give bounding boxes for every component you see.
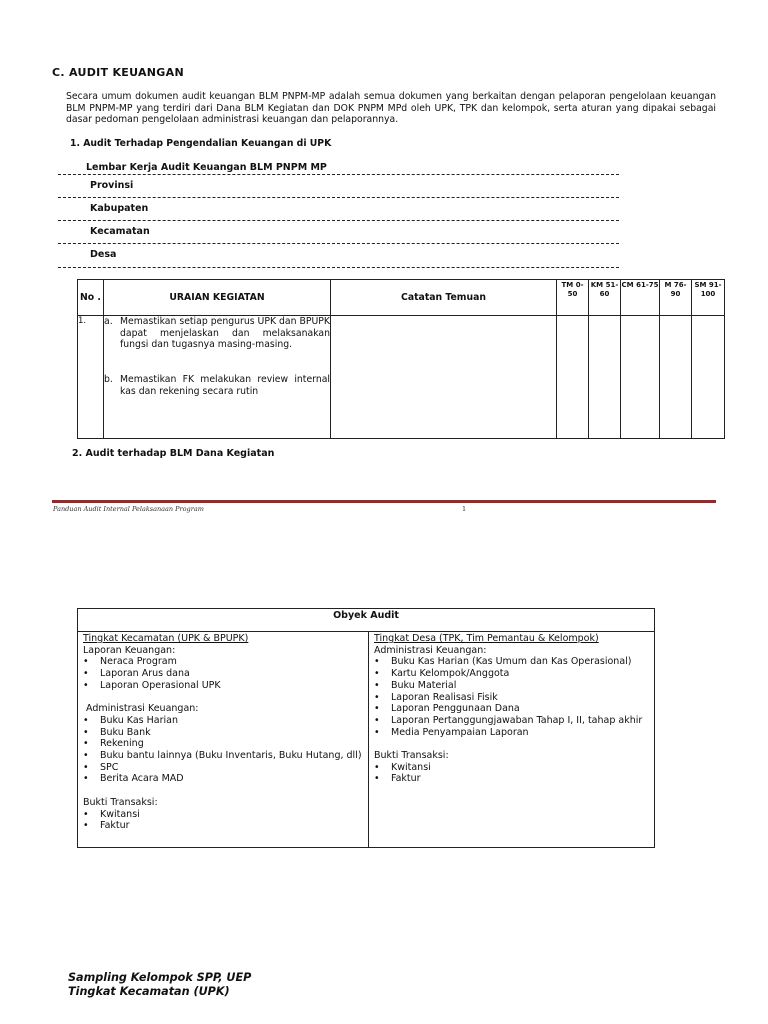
list-item: • Laporan Penggunaan Dana	[374, 703, 520, 715]
score-cell-sm[interactable]	[692, 316, 725, 439]
header-score-km: KM 51-60	[589, 280, 621, 316]
group-label: Bukti Transaksi:	[83, 796, 158, 808]
list-item: • SPC	[83, 761, 119, 773]
list-item: • Buku Material	[374, 679, 457, 691]
obyek-right-column	[369, 632, 655, 848]
subsection-2-heading: 2. Audit terhadap BLM Dana Kegiatan	[72, 448, 275, 459]
section-title: C. AUDIT KEUANGAN	[52, 66, 184, 79]
dashed-divider	[58, 220, 619, 221]
list-item: • Kartu Kelompok/Anggota	[374, 668, 510, 680]
score-cell-cm[interactable]	[621, 316, 660, 439]
catatan-cell[interactable]	[331, 316, 557, 439]
sampling-heading	[68, 971, 251, 998]
bullet-list	[374, 656, 650, 738]
bullet-list	[83, 809, 364, 832]
score-cell-tm[interactable]	[557, 316, 589, 439]
dashed-divider	[58, 197, 619, 198]
list-item: • Laporan Realisasi Fisik	[374, 691, 498, 703]
score-cell-km[interactable]	[589, 316, 621, 439]
field-desa: Desa	[90, 249, 117, 260]
list-item: • Kwitansi	[374, 761, 431, 773]
group-label: Administrasi Keuangan:	[374, 644, 487, 656]
field-provinsi: Provinsi	[90, 180, 134, 191]
list-item: • Media Penyampaian Laporan	[374, 726, 529, 738]
bullet-list	[374, 762, 650, 785]
audit-table-header	[78, 280, 725, 316]
list-item: • Laporan Operasional UPK	[83, 679, 221, 691]
bullet-list	[83, 656, 364, 691]
list-item: • Buku Kas Harian	[83, 714, 178, 726]
group-label: Administrasi Keuangan:	[83, 703, 199, 715]
list-item: • Faktur	[83, 820, 130, 832]
list-item: • Buku bantu lainnya (Buku Inventaris, Buku Hutang, dll)	[83, 750, 362, 762]
sampling-line-1: Sampling Kelompok SPP, UEP	[68, 971, 252, 984]
right-column-heading: Tingkat Desa (TPK, Tim Pemantau & Kelompok)	[374, 633, 599, 644]
page-number: 1	[462, 505, 467, 513]
header-catatan: Catatan Temuan	[331, 280, 557, 316]
uraian-item-b	[104, 374, 330, 397]
field-kecamatan: Kecamatan	[90, 226, 150, 237]
header-score-sm: SM 91-100	[692, 280, 725, 316]
list-item: • Kwitansi	[83, 808, 140, 820]
item-text: Memastikan setiap pengurus UPK dan BPUPK dapat menjelaskan dan melaksanakan fungsi dan tugasnya masing-masing.	[120, 316, 330, 351]
list-item: • Buku Kas Harian (Kas Umum dan Kas Operasional)	[374, 656, 632, 668]
score-cell-m[interactable]	[660, 316, 692, 439]
header-uraian: URAIAN KEGIATAN	[104, 280, 331, 316]
dashed-divider	[58, 174, 619, 175]
dashed-divider	[58, 267, 619, 268]
header-score-cm: CM 61-75	[621, 280, 660, 316]
audit-table	[77, 279, 725, 439]
item-letter: a.	[104, 316, 113, 327]
uraian-item-a	[104, 316, 330, 351]
subsection-1-heading: 1. Audit Terhadap Pengendalian Keuangan di UPK	[70, 138, 332, 149]
list-item: • Berita Acara MAD	[83, 773, 184, 785]
uraian-cell	[104, 316, 331, 439]
list-item: • Faktur	[374, 773, 421, 785]
list-item: • Laporan Arus dana	[83, 668, 190, 680]
list-item: • Rekening	[83, 738, 144, 750]
field-kabupaten: Kabupaten	[90, 203, 149, 214]
group-label: Laporan Keuangan:	[83, 644, 176, 656]
header-no: No .	[78, 280, 104, 316]
item-text: Memastikan FK melakukan review internal kas dan rekening secara rutin	[120, 374, 330, 397]
bullet-list	[83, 715, 364, 785]
worksheet-title: Lembar Kerja Audit Keuangan BLM PNPM MP	[86, 162, 327, 173]
group-label: Bukti Transaksi:	[374, 750, 449, 762]
header-score-m: M 76-90	[660, 280, 692, 316]
header-score-tm: TM 0-50	[557, 280, 589, 316]
row-number: 1.	[78, 316, 104, 439]
footer-title: Panduan Audit Internal Pelaksanaan Program	[53, 505, 204, 513]
obyek-left-column	[78, 632, 369, 848]
obyek-audit-title: Obyek Audit	[78, 609, 655, 632]
list-item: • Buku Bank	[83, 726, 151, 738]
footer-bar	[52, 500, 716, 503]
table-row	[78, 316, 725, 439]
list-item: • Neraca Program	[83, 656, 177, 668]
obyek-audit-table	[77, 608, 655, 848]
sampling-line-2: Tingkat Kecamatan (UPK)	[68, 984, 230, 998]
left-column-heading: Tingkat Kecamatan (UPK & BPUPK)	[83, 633, 249, 644]
intro-paragraph: Secara umum dokumen audit keuangan BLM PNPM-MP adalah semua dokumen yang berkaitan dengan pelaporan pengelolaan keuangan BLM PNPM-MP yang terdiri dari Dana BLM Kegiatan dan DOK PNPM MPd oleh UPK, TPK dan kelompok, serta aturan yang dipakai sebagai dasar pedoman pengelolaan administrasi keuangan dan pelaporannya.	[66, 91, 716, 125]
item-letter: b.	[104, 374, 113, 386]
dashed-divider	[58, 243, 619, 244]
list-item: • Laporan Pertanggungjawaban Tahap I, II, tahap akhir	[374, 714, 643, 726]
